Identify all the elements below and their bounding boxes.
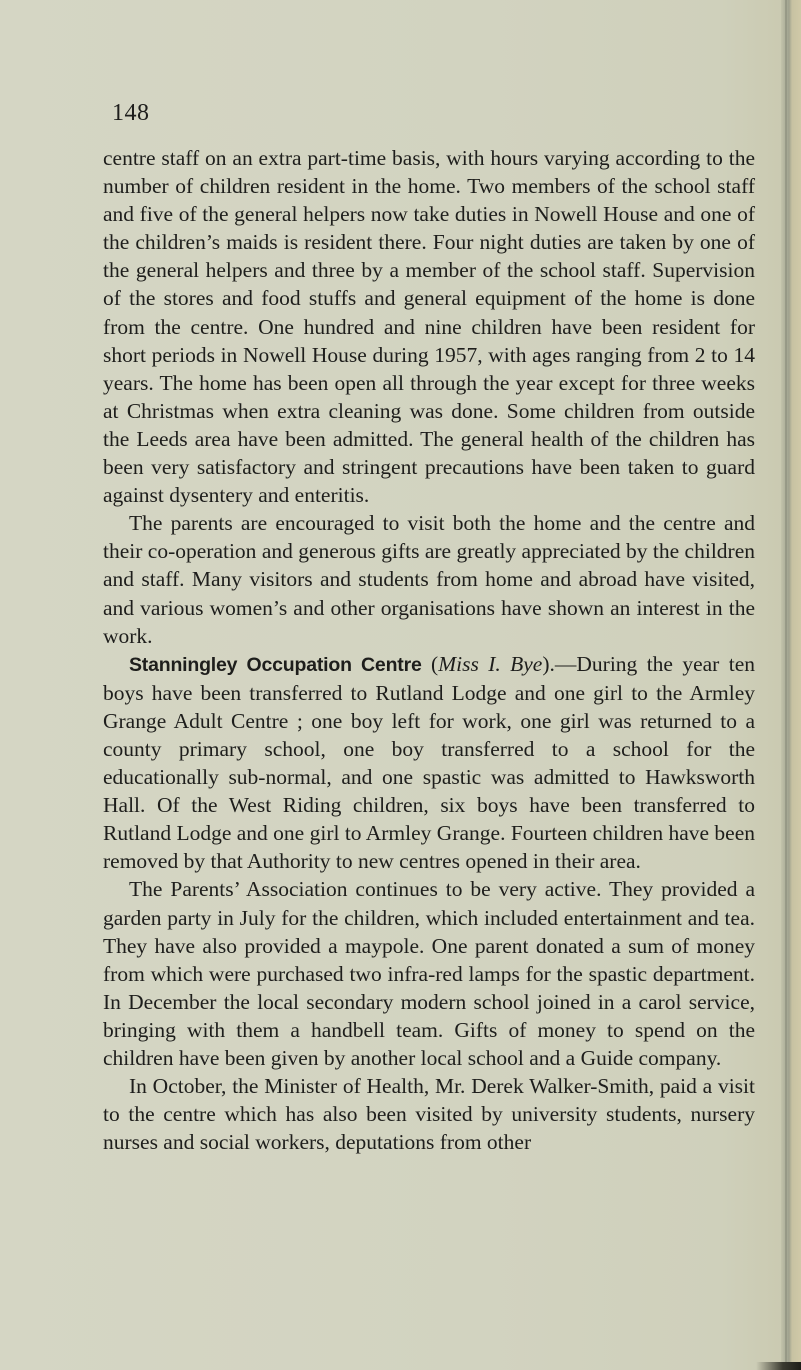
page-corner-shadow xyxy=(756,1362,801,1370)
paragraph-parents-visits: The parents are encouraged to visit both the home and the centre and their co-operation and generous gifts are greatly appreciated by the children and staff. Many visitors and students from home and abroad have visited, and various women’s and other organisations have shown an interest in the work. xyxy=(103,511,755,648)
paragraph-parents-association: The Parents’ Association continues to be very active. They provided a garden party in July for the children, which included entertainment and tea. They have also provided a maypole. One parent donated a sum of money from which were purchased two infra-red lamps for the spastic department. In December the local secondary modern school joined in a carol service, bringing with them a handbell team. Gifts of money to spend on the children have been given by another local school and a Guide company. xyxy=(103,877,755,1070)
paragraph-nowell-house: centre staff on an extra part-time basis, with hours varying according to the number of children resident in the home. Two members of the school staff and five of the general helpers now take duties in Nowell House and one of the children’s maids is resident there. Four night duties are taken by one of the general helpers and three by a member of the school staff. Supervision of the stores and food stuffs and general equipment of the home is done from the centre. One hundred and nine children have been resident for short periods in Nowell House during 1957, with ages ranging from 2 to 14 years. The home has been open all through the year except for three weeks at Christmas when extra cleaning was done. Some children from outside the Leeds area have been admitted. The general health of the children has been very satisfactory and stringent precautions have been taken to guard against dysentery and enteritis. xyxy=(103,146,755,508)
paragraph-minister-visit: In October, the Minister of Health, Mr. Derek Walker-Smith, paid a visit to the centre which has also been visited by university students, nursery nurses and social workers, deputations from other xyxy=(103,1074,755,1155)
section-heading: Stanningley Occupation Centre xyxy=(129,653,422,676)
body-text xyxy=(103,144,755,1156)
heading-open-paren: ( xyxy=(421,651,439,676)
heading-close-dash: ).— xyxy=(542,651,577,676)
paragraph-stanningley xyxy=(103,650,755,876)
page-number: 148 xyxy=(112,100,150,126)
paragraph-stanningley-text: During the year ten boys have been transferred to Rutland Lodge and one girl to the Armley Grange Adult Centre ; one boy left for work, one girl was returned to a county primary school, one boy transferred to a school for the educationally sub-normal, and one spastic was admitted to Hawksworth Hall. Of the West Riding children, six boys have been transferred to Rutland Lodge and one girl to Armley Grange. Fourteen children have been removed by that Authority to new centres opened in their area. xyxy=(103,651,756,874)
heading-person: Miss I. Bye xyxy=(438,651,543,676)
page-edge xyxy=(781,0,801,1370)
page-edge-line xyxy=(785,0,787,1370)
